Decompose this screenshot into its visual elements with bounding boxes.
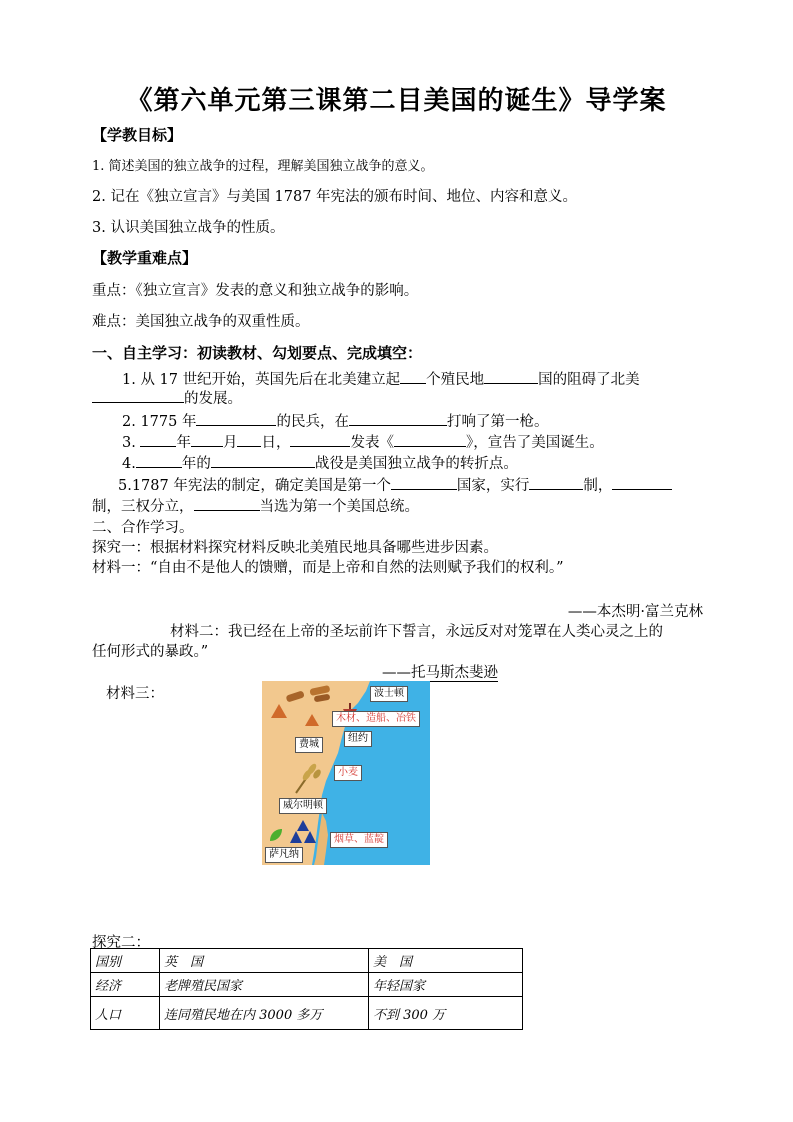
self-study-heading: 一、自主学习：初读教材、勾划要点、完成填空： xyxy=(92,344,423,362)
table-cell: 老牌殖民国家 xyxy=(160,973,369,997)
blank-field[interactable] xyxy=(140,432,176,447)
table-header-cell: 美 国 xyxy=(369,949,523,973)
objectives-heading: 【学教目标】 xyxy=(92,126,183,144)
wheat-icon xyxy=(292,761,322,795)
material-3: 材料三： xyxy=(106,686,164,702)
table-header-cell: 英 国 xyxy=(160,949,369,973)
colonial-map xyxy=(262,681,430,865)
blank-field[interactable] xyxy=(391,475,457,490)
table-header-row xyxy=(91,949,523,973)
mountain-icon xyxy=(304,713,320,727)
table-cell: 人口 xyxy=(91,997,160,1030)
map-label-savannah: 萨凡纳 xyxy=(265,847,303,863)
blank-field[interactable] xyxy=(394,432,466,447)
focus-point: 重点：《独立宣言》发表的意义和独立战争的影响。 xyxy=(92,283,419,299)
material-2: 材料二：我已经在上帝的圣坛前许下誓言，永远反对对笼罩在人类心灵之上的 xyxy=(170,624,663,640)
map-label-wilmington: 威尔明顿 xyxy=(279,798,327,814)
mountain-icon xyxy=(270,703,288,719)
table-header-cell: 国别 xyxy=(91,949,160,973)
lumber-icon xyxy=(284,683,334,709)
blank-field[interactable] xyxy=(612,475,672,490)
inquiry-1: 探究一：根据材料探究材料反映北美殖民地具备哪些进步因素。 xyxy=(92,540,498,556)
question-5-cont: 制，三权分立， 当选为第一个美国总统。 xyxy=(92,495,419,516)
blank-field[interactable] xyxy=(237,432,261,447)
blank-field[interactable] xyxy=(191,432,223,447)
map-label-boston-goods: 木材、造船、冶铁 xyxy=(332,711,420,727)
difficulty-point: 难点：美国独立战争的双重性质。 xyxy=(92,314,310,330)
table-row xyxy=(91,997,523,1030)
objective-item: 1. 简述美国的独立战争的过程，理解美国独立战争的意义。 xyxy=(92,159,434,174)
blank-field[interactable] xyxy=(136,453,182,468)
blank-field[interactable] xyxy=(194,496,260,511)
material-2-cont: 任何形式的暴政。” xyxy=(92,644,209,660)
table-cell: 年轻国家 xyxy=(369,973,523,997)
table-cell: 经济 xyxy=(91,973,160,997)
blank-field[interactable] xyxy=(196,411,276,426)
material-1-source: ——本杰明·富兰克林 xyxy=(567,604,703,620)
blank-field[interactable] xyxy=(92,388,184,403)
question-2: 2. 1775 年 的民兵，在 打响了第一枪。 xyxy=(122,410,548,431)
map-label-south-goods: 烟草、蓝靛 xyxy=(330,832,388,848)
material-1: 材料一：“自由不是他人的馈赠，而是上帝和自然的法则赋予我们的权利。” xyxy=(92,560,564,576)
map-label-philadelphia: 费城 xyxy=(295,737,323,753)
blank-field[interactable] xyxy=(290,432,350,447)
indigo-icon xyxy=(290,819,316,845)
inquiry-2: 探究二： xyxy=(92,935,150,951)
key-points-heading: 【教学重难点】 xyxy=(92,249,198,267)
material-2-source: ——托马斯杰斐逊 xyxy=(382,665,498,681)
page-title: 《第六单元第三课第二目美国的诞生》导学案 xyxy=(126,86,667,116)
table-cell: 连同殖民地在内 3000 多万 xyxy=(160,997,369,1030)
question-1: 1. 从 17 世纪开始，英国先后在北美建立起 个殖民地 国的阻碍了北美 xyxy=(122,368,640,389)
question-4: 4. 年的 战役是美国独立战争的转折点。 xyxy=(122,452,518,473)
question-1-cont: 的发展。 xyxy=(92,387,242,408)
table-cell: 不到 300 万 xyxy=(369,997,523,1030)
map-label-new-york: 纽约 xyxy=(344,731,372,747)
blank-field[interactable] xyxy=(529,475,583,490)
question-5: 5.1787 年宪法的制定，确定美国是第一个 国家，实行 制， xyxy=(118,474,672,495)
map-label-wheat: 小麦 xyxy=(334,765,362,781)
blank-field[interactable] xyxy=(211,453,315,468)
question-3: 3. 年 月 日， 发表《 》，宣告了美国诞生。 xyxy=(122,431,604,452)
tobacco-leaf-icon xyxy=(268,827,284,843)
objective-item: 2. 记在《独立宣言》与美国 1787 年宪法的颁布时间、地位、内容和意义。 xyxy=(92,189,578,205)
blank-field[interactable] xyxy=(400,369,426,384)
table-row xyxy=(91,973,523,997)
blank-field[interactable] xyxy=(349,411,447,426)
objective-item: 3. 认识美国独立战争的性质。 xyxy=(92,220,285,236)
comparison-table xyxy=(90,948,523,1030)
blank-field[interactable] xyxy=(484,369,538,384)
map-label-boston: 波士顿 xyxy=(370,686,408,702)
cooperative-heading: 二、合作学习。 xyxy=(92,520,194,536)
